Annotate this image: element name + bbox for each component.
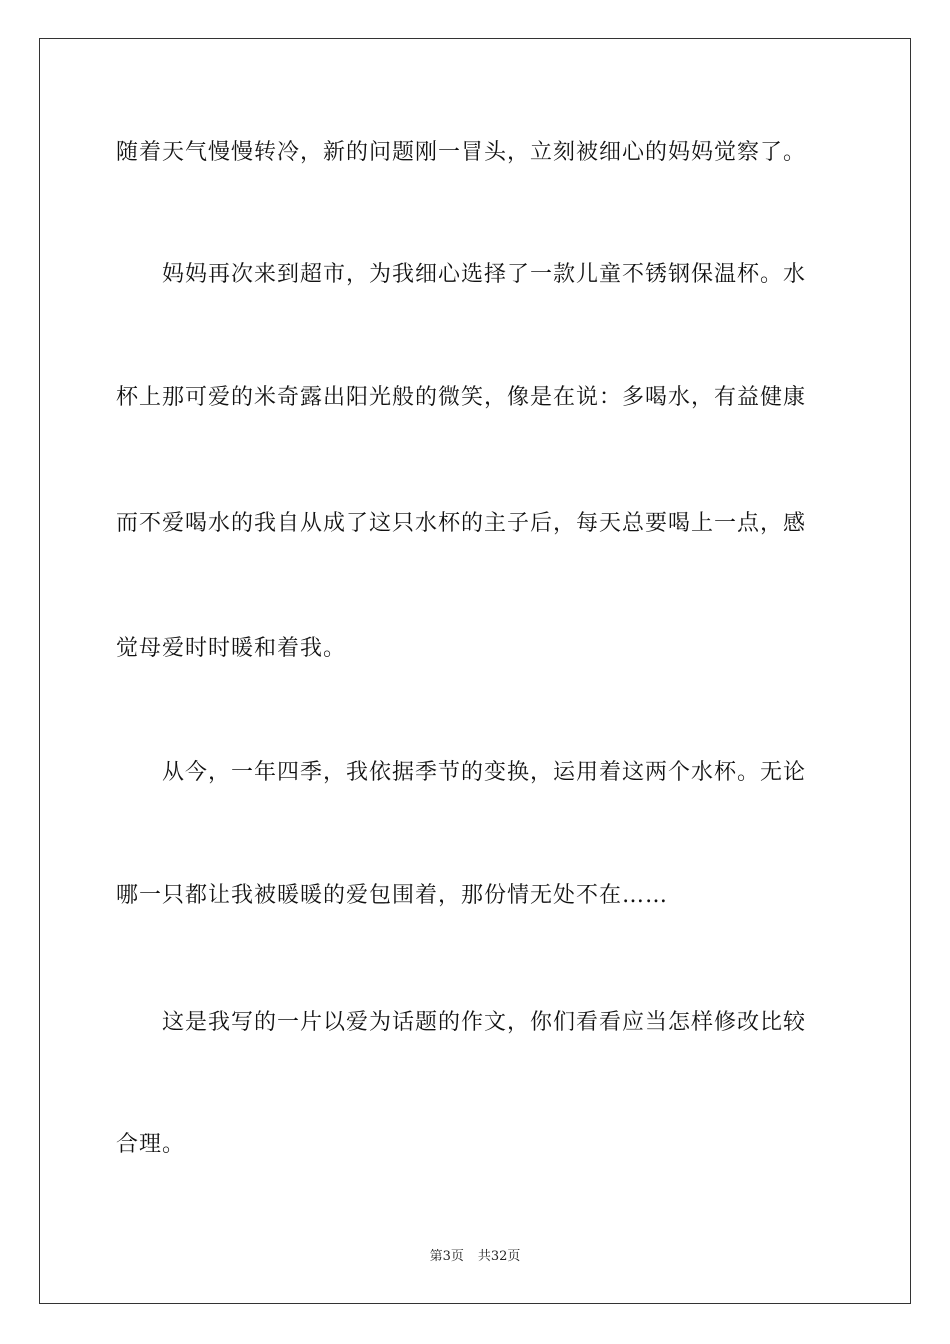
page-number: 第3页: [429, 1249, 464, 1264]
text-line-5: 觉母爱时时暖和着我。: [116, 636, 347, 661]
text-line-1: 随着天气慢慢转冷，新的问题刚一冒头，立刻被细心的妈妈觉察了。: [116, 140, 807, 165]
page-border: [39, 38, 911, 1304]
text-line-9: 合理。: [116, 1132, 186, 1157]
page-footer: [0, 1248, 950, 1266]
text-line-8: 这是我写的一片以爱为话题的作文，你们看看应当怎样修改比较: [116, 1010, 807, 1035]
text-line-2: 妈妈再次来到超市，为我细心选择了一款儿童不锈钢保温杯。水: [116, 262, 807, 287]
total-pages: 共32页: [477, 1249, 521, 1264]
text-line-6: 从今，一年四季，我依据季节的变换，运用着这两个水杯。无论: [116, 760, 807, 785]
text-line-3: 杯上那可爱的米奇露出阳光般的微笑，像是在说：多喝水，有益健康: [116, 385, 807, 410]
text-line-7: 哪一只都让我被暖暖的爱包围着，那份情无处不在……: [116, 883, 669, 908]
text-line-4: 而不爱喝水的我自从成了这只水杯的主子后，每天总要喝上一点，感: [116, 511, 807, 536]
